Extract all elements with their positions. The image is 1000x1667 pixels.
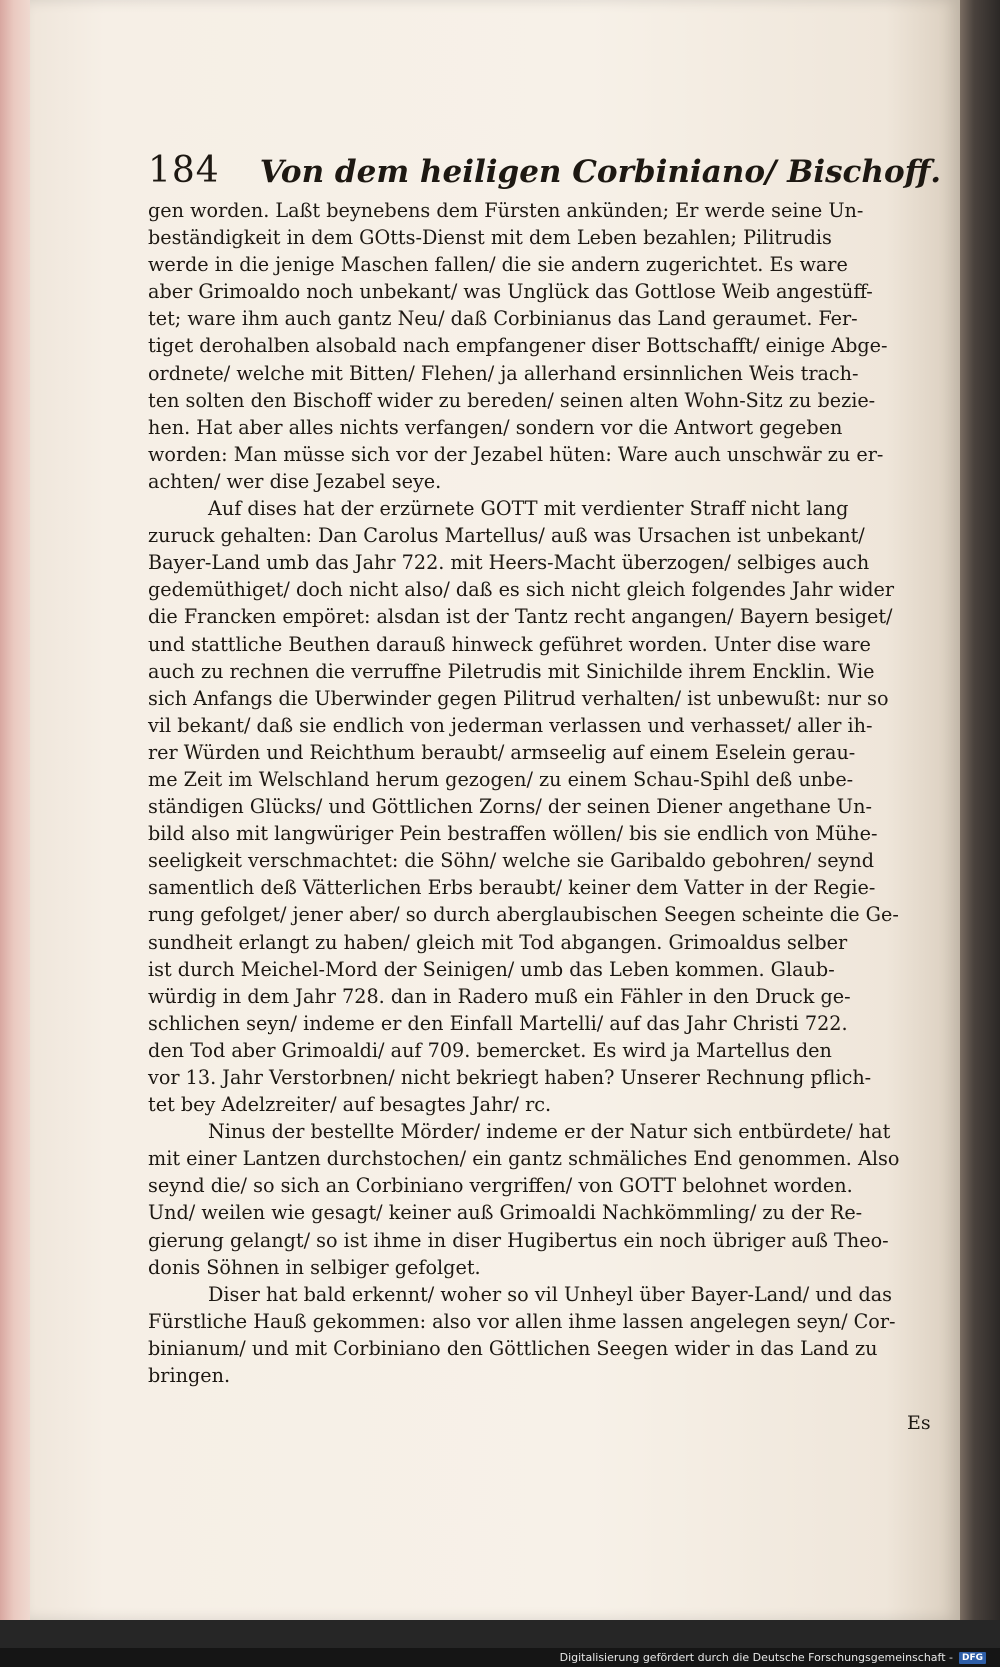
book-edge-left — [0, 0, 34, 1640]
text-line: schlichen seyn/ indeme er den Einfall Martelli/ auf das Jahr Christi 722. — [148, 1011, 848, 1035]
text-line: hen. Hat aber alles nichts verfangen/ sondern vor die Antwort gegeben — [148, 415, 843, 439]
text-line: tet bey Adelzreiter/ auf besagtes Jahr/ rc. — [148, 1093, 552, 1117]
text-line: tiget derohalben alsobald nach empfangener diser Bottschafft/ einige Abge- — [148, 334, 888, 358]
text-line: bild also mit langwüriger Pein bestraffen wöllen/ bis sie endlich von Mühe- — [148, 822, 878, 846]
digitization-footer — [0, 1648, 1000, 1667]
text-line: bringen. — [148, 1364, 231, 1388]
text-line: vil bekant/ daß sie endlich von jederman verlassen und verhasset/ aller ih- — [148, 713, 873, 737]
text-line: Ninus der bestellte Mörder/ indeme er der Natur sich entbürdete/ hat — [208, 1120, 891, 1144]
text-line: würdig in dem Jahr 728. dan in Radero muß ein Fähler in den Druck ge- — [148, 984, 851, 1008]
text-line: sich Anfangs die Uberwinder gegen Pilitrud verhalten/ ist unbewußt: nur so — [148, 686, 889, 710]
text-line: donis Söhnen in selbiger gefolget. — [148, 1255, 481, 1279]
book-edge-right — [960, 0, 1000, 1640]
footer-text: Digitalisierung gefördert durch die Deutsche Forschungsgemeinschaft - — [559, 1651, 953, 1664]
text-line: beständigkeit in dem GOtts-Dienst mit dem Leben bezahlen; Pilitrudis — [148, 226, 832, 250]
running-head: Von dem heiligen Corbiniano/ Bischoff. — [259, 154, 942, 190]
text-line: rung gefolget/ jener aber/ so durch aberglaubischen Seegen scheinte die Ge- — [148, 903, 899, 927]
text-line: me Zeit im Welschland herum gezogen/ zu einem Schau-Spihl deß unbe- — [148, 767, 854, 791]
text-line: vor 13. Jahr Verstorbnen/ nicht bekriegt haben? Unserer Rechnung pflich- — [148, 1066, 872, 1089]
paragraph — [148, 495, 948, 1118]
page-header — [148, 150, 948, 191]
page-text — [148, 150, 948, 1389]
text-line: sundheit erlangt zu haben/ gleich mit Tod abgangen. Grimoaldus selber — [148, 930, 848, 954]
text-line: Diser hat bald erkennt/ woher so vil Unheyl über Bayer-Land/ und das — [208, 1282, 893, 1306]
text-line: ordnete/ welche mit Bitten/ Flehen/ ja allerhand ersinnlichen Weis trach- — [148, 361, 859, 385]
text-line: Und/ weilen wie gesagt/ keiner auß Grimoaldi Nachkömmling/ zu der Re- — [148, 1201, 863, 1225]
text-line: samentlich deß Vätterlichen Erbs beraubt/ keiner dem Vatter in der Regie- — [148, 876, 876, 900]
scan-bottom-band — [0, 1620, 1000, 1648]
text-line: binianum/ und mit Corbiniano den Göttlichen Seegen wider in das Land zu — [148, 1336, 878, 1360]
paragraph — [148, 1281, 948, 1389]
text-line: gierung gelangt/ so ist ihme in diser Hugibertus ein noch übriger auß Theo- — [148, 1228, 889, 1252]
text-line: mit einer Lantzen durchstochen/ ein gantz schmäliches End genommen. Also — [148, 1147, 900, 1171]
dfg-logo-icon: DFG — [959, 1652, 986, 1664]
text-line: und stattliche Beuthen darauß hinweck geführet worden. Unter dise ware — [148, 632, 871, 656]
text-line: seeligkeit verschmachtet: die Söhn/ welche sie Garibaldo gebohren/ seynd — [148, 849, 875, 873]
text-line: seynd die/ so sich an Corbiniano vergriffen/ von GOTT belohnet worden. — [148, 1174, 853, 1198]
catchword: Es — [907, 1412, 931, 1434]
text-line: aber Grimoaldo noch unbekant/ was Unglück das Gottlose Weib angestüff- — [148, 280, 873, 304]
paragraphs — [148, 197, 948, 1389]
text-line: die Francken empöret: alsdan ist der Tantz recht angangen/ Bayern besiget/ — [148, 605, 893, 629]
text-line: auch zu rechnen die verruffne Piletrudis mit Sinichilde ihrem Encklin. Wie — [148, 659, 875, 683]
text-line: Bayer-Land umb das Jahr 722. mit Heers-Macht überzogen/ selbiges auch — [148, 551, 870, 575]
text-line: Auf dises hat der erzürnete GOTT mit verdienter Straff nicht lang — [208, 497, 849, 521]
paragraph — [148, 197, 948, 495]
text-line: achten/ wer dise Jezabel seye. — [148, 469, 442, 493]
paragraph — [148, 1118, 948, 1281]
text-line: tet; ware ihm auch gantz Neu/ daß Corbinianus das Land geraumet. Fer- — [148, 307, 858, 331]
text-line: werde in die jenige Maschen fallen/ die sie andern zugerichtet. Es ware — [148, 253, 848, 277]
text-line: rer Würden und Reichthum beraubt/ armseelig auf einem Eselein gerau- — [148, 740, 856, 764]
text-line: gen worden. Laßt beynebens dem Fürsten ankünden; Er werde seine Un- — [148, 199, 864, 222]
text-line: gedemüthiget/ doch nicht also/ daß es sich nicht gleich folgendes Jahr wider — [148, 578, 895, 602]
page-number: 184 — [148, 150, 220, 191]
text-line: ist durch Meichel-Mord der Seinigen/ umb das Leben kommen. Glaub- — [148, 957, 835, 981]
text-line: worden: Man müsse sich vor der Jezabel hüten: Ware auch unschwär zu er- — [148, 442, 884, 466]
text-line: zuruck gehalten: Dan Carolus Martellus/ auß was Ursachen ist unbekant/ — [148, 524, 865, 548]
text-line: ständigen Glücks/ und Göttlichen Zorns/ der seinen Diener angethane Un- — [148, 795, 872, 819]
text-line: ten solten den Bischoff wider zu bereden/ seinen alten Wohn-Sitz zu bezie- — [148, 388, 876, 412]
text-line: den Tod aber Grimoaldi/ auf 709. bemercket. Es wird ja Martellus den — [148, 1038, 832, 1062]
text-line: Fürstliche Hauß gekommen: also vor allen ihme lassen angelegen seyn/ Cor- — [148, 1309, 896, 1333]
